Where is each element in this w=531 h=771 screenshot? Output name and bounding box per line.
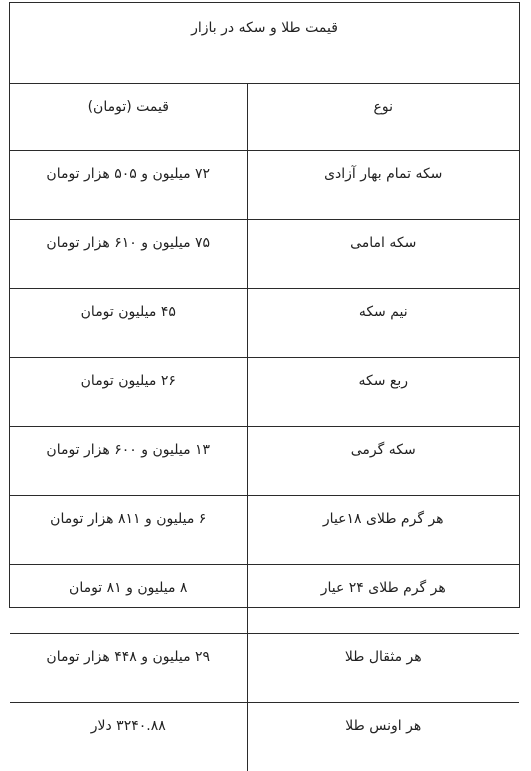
row-type: سکه امامی — [247, 220, 519, 289]
header-price: قیمت (تومان) — [10, 84, 247, 151]
table-row — [10, 220, 519, 289]
row-type: هر گرم طلای ۲۴ عیار — [247, 565, 519, 634]
table-row — [10, 634, 519, 703]
row-price: ۸ میلیون و ۸۱ تومان — [10, 565, 247, 634]
row-type: هر مثقال طلا — [247, 634, 519, 703]
row-price: ۴۵ میلیون تومان — [10, 289, 247, 358]
row-price: ۲۶ میلیون تومان — [10, 358, 247, 427]
header-type: نوع — [247, 84, 519, 151]
table-row — [10, 151, 519, 220]
table-row — [10, 358, 519, 427]
table-row — [10, 703, 519, 771]
table-row — [10, 289, 519, 358]
table-title-row — [10, 3, 519, 84]
row-type: نیم سکه — [247, 289, 519, 358]
table-row — [10, 427, 519, 496]
row-type: سکه تمام بهار آزادی — [247, 151, 519, 220]
row-price: ۷۵ میلیون و ۶۱۰ هزار تومان — [10, 220, 247, 289]
row-price: ۶ میلیون و ۸۱۱ هزار تومان — [10, 496, 247, 565]
gold-coin-price-table — [10, 3, 519, 771]
table-title: قیمت طلا و سکه در بازار — [10, 3, 519, 84]
row-price: ۷۲ میلیون و ۵۰۵ هزار تومان — [10, 151, 247, 220]
row-price: ۳۲۴۰.۸۸ دلار — [10, 703, 247, 771]
row-type: هر اونس طلا — [247, 703, 519, 771]
row-price: ۲۹ میلیون و ۴۴۸ هزار تومان — [10, 634, 247, 703]
table-header-row — [10, 84, 519, 151]
row-type: ربع سکه — [247, 358, 519, 427]
table-row — [10, 565, 519, 634]
row-price: ۱۳ میلیون و ۶۰۰ هزار تومان — [10, 427, 247, 496]
table-row — [10, 496, 519, 565]
row-type: سکه گرمی — [247, 427, 519, 496]
row-type: هر گرم طلای ۱۸عیار — [247, 496, 519, 565]
price-table-frame — [9, 2, 520, 608]
